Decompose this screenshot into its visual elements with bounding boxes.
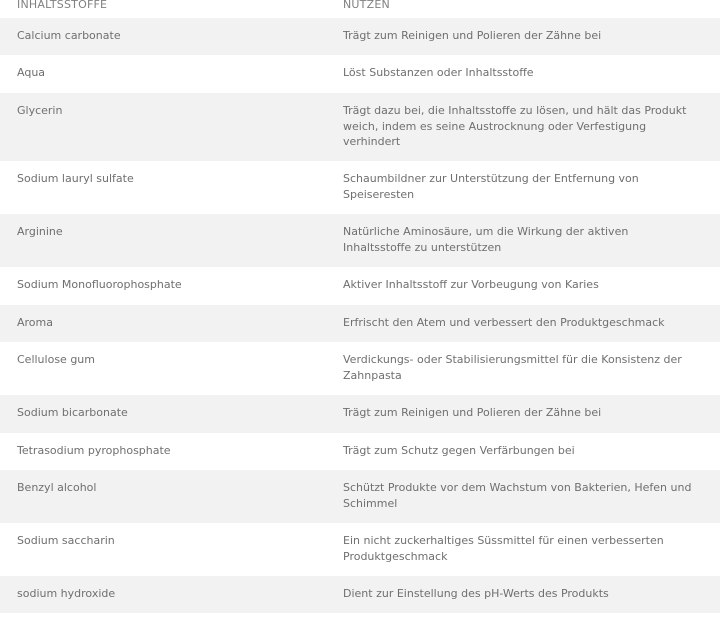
ingredient-cell: Sodium saccharin [17,534,115,547]
benefit-cell: Verdickungs- oder Stabilisierungsmittel für die Konsistenz der Zahnpasta [343,353,682,382]
benefit-cell: Trägt zum Schutz gegen Verfärbungen bei [343,444,575,457]
table-row [0,395,720,433]
benefit-cell: Ein nicht zuckerhaltiges Süssmittel für einen verbesserten Produktgeschmack [343,534,664,563]
table-row [0,433,720,470]
ingredient-cell: sodium hydroxide [17,587,116,600]
benefit-cell: Natürliche Aminosäure, um die Wirkung der aktiven Inhaltsstoffe zu unterstützen [343,225,629,254]
ingredient-cell: Sodium lauryl sulfate [17,172,134,185]
table-header-row [0,0,720,18]
table-row [0,470,720,523]
benefit-cell: Schützt Produkte vor dem Wachstum von Bakterien, Hefen und Schimmel [343,481,692,510]
header-benefit: NUTZEN [343,0,390,11]
benefit-cell: Löst Substanzen oder Inhaltsstoffe [343,66,534,79]
table-row [0,267,720,305]
benefit-cell: Erfrischt den Atem und verbessert den Produktgeschmack [343,316,665,329]
table-row [0,523,720,576]
benefit-cell: Schaumbildner zur Unterstützung der Entfernung von Speiseresten [343,172,639,201]
table-row [0,18,720,55]
table-row [0,305,720,342]
ingredient-cell: Calcium carbonate [17,29,121,42]
table-row [0,214,720,267]
ingredient-cell: Cellulose gum [17,353,95,366]
table-row [0,93,720,161]
ingredient-cell: Arginine [17,225,63,238]
table-row [0,576,720,613]
ingredient-cell: Sodium Monofluorophosphate [17,278,182,291]
ingredient-cell: Sodium bicarbonate [17,406,128,419]
table-row [0,161,720,214]
ingredient-cell: Aroma [17,316,53,329]
header-ingredient: INHALTSSTOFFE [17,0,108,11]
ingredient-cell: Glycerin [17,104,63,117]
benefit-cell: Trägt zum Reinigen und Polieren der Zähne bei [343,406,602,419]
table-row [0,55,720,93]
ingredient-cell: Aqua [17,66,46,79]
benefit-cell: Dient zur Einstellung des pH-Werts des Produkts [343,587,609,600]
table-row [0,342,720,395]
benefit-cell: Trägt dazu bei, die Inhaltsstoffe zu lösen, und hält das Produkt weich, indem es seine Austrocknung oder Verfestigung verhindert [343,104,687,148]
benefit-cell: Aktiver Inhaltsstoff zur Vorbeugung von Karies [343,278,599,291]
ingredient-cell: Tetrasodium pyrophosphate [17,444,171,457]
benefit-cell: Trägt zum Reinigen und Polieren der Zähne bei [343,29,602,42]
ingredient-cell: Benzyl alcohol [17,481,97,494]
